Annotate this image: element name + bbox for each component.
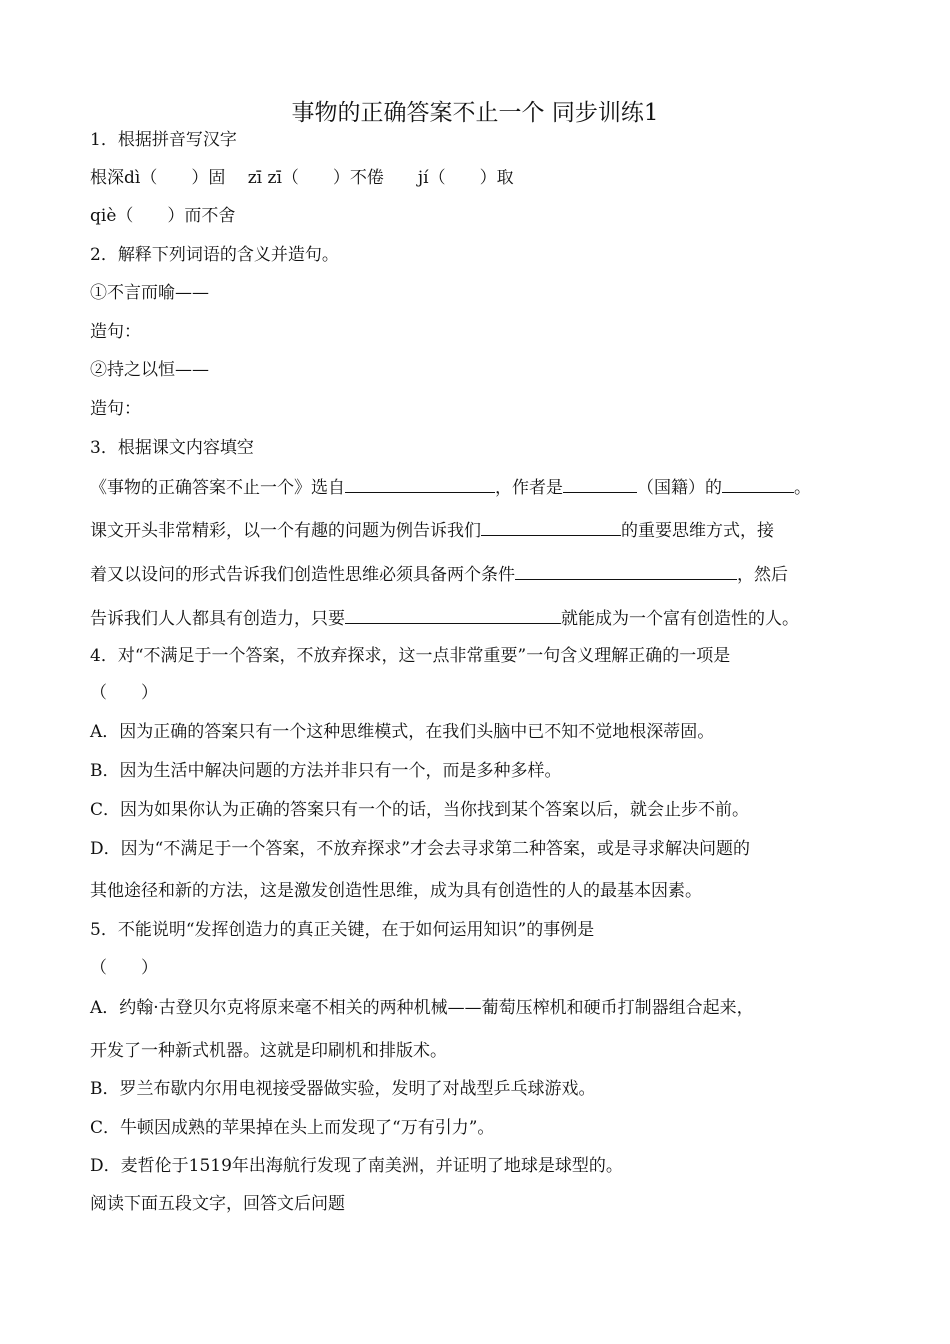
q3-paragraph-line-2 [90,518,880,543]
q4-option-d-line-2: 其他途径和新的方法，这是激发创造性思维，成为具有创造性的人的最基本因素。 [90,881,702,901]
q3-paragraph-line-4 [90,606,880,631]
q2-sentence-label-2: 造句： [90,399,141,419]
q3-text: （国籍）的 [637,478,722,498]
q5-option-d: D．麦哲伦于1519年出海航行发现了南美洲，并证明了地球是球型的。 [90,1156,623,1176]
fill-blank-requirement[interactable] [345,606,561,624]
q3-text: 课文开头非常精彩，以一个有趣的问题为例告诉我们 [90,521,481,541]
q5-answer-parentheses[interactable]: （ ） [90,958,158,978]
q1-pinyin-line-2: qiè（ ）而不舍 [90,206,236,226]
q3-text: ，作者是 [495,478,563,498]
q3-text: ，然后 [737,565,788,585]
q5-option-b: B．罗兰布歇内尔用电视接受器做实验，发明了对战型乒乓球游戏。 [90,1079,596,1099]
q1-pinyin-line-1: 根深dì（ ）固 zī zī（ ）不倦 jí（ ）取 [90,168,514,188]
q4-option-c: C．因为如果你认为正确的答案只有一个的话，当你找到某个答案以后，就会止步不前。 [90,800,750,820]
fill-blank-nationality[interactable] [563,475,637,493]
q5-option-a-line-1: A．约翰·古登贝尔克将原来毫不相关的两种机械——葡萄压榨机和硬币打制器组合起来， [90,998,754,1018]
q4-option-b: B．因为生活中解决问题的方法并非只有一个，而是多种多样。 [90,761,562,781]
q5-option-c: C．牛顿因成熟的苹果掉在头上而发现了“万有引力”。 [90,1118,495,1138]
q4-heading: 4．对“不满足于一个答案，不放弃探求，这一点非常重要”一句含义理解正确的一项是 [90,646,731,666]
q3-text: 的重要思维方式，接 [621,521,774,541]
fill-blank-two-conditions[interactable] [515,562,737,580]
q2-sentence-label-1: 造句： [90,322,141,342]
fill-blank-thinking-mode[interactable] [481,518,621,536]
q5-heading: 5．不能说明“发挥创造力的真正关键，在于如何运用知识”的事例是 [90,920,595,940]
q3-text: 告诉我们人人都具有创造力，只要 [90,609,345,629]
q3-heading: 3．根据课文内容填空 [90,438,254,458]
q2-item-2: ②持之以恒—— [90,360,209,380]
q3-text: 就能成为一个富有创造性的人。 [561,609,799,629]
page-title: 事物的正确答案不止一个 同步训练1 [291,100,659,126]
q5-option-a-line-2: 开发了一种新式机器。这就是印刷机和排版术。 [90,1041,447,1061]
fill-blank-source[interactable] [345,475,495,493]
q3-paragraph-line-1 [90,475,880,500]
reading-instruction: 阅读下面五段文字，回答文后问题 [90,1194,345,1214]
q3-text: 。 [794,478,811,498]
q4-answer-parentheses[interactable]: （ ） [90,683,158,703]
fill-blank-author[interactable] [722,475,794,493]
q2-heading: 2．解释下列词语的含义并造句。 [90,245,339,265]
q2-item-1: ①不言而喻—— [90,283,209,303]
q1-heading: 1．根据拼音写汉字 [90,130,237,150]
q3-paragraph-line-3 [90,562,880,587]
q3-text: 《事物的正确答案不止一个》选自 [90,478,345,498]
q3-text: 着又以设问的形式告诉我们创造性思维必须具备两个条件 [90,565,515,585]
q4-option-a: A．因为正确的答案只有一个这种思维模式，在我们头脑中已不知不觉地根深蒂固。 [90,722,715,742]
q4-option-d-line-1: D．因为“不满足于一个答案，不放弃探求”才会去寻求第二种答案，或是寻求解决问题的 [90,839,751,859]
